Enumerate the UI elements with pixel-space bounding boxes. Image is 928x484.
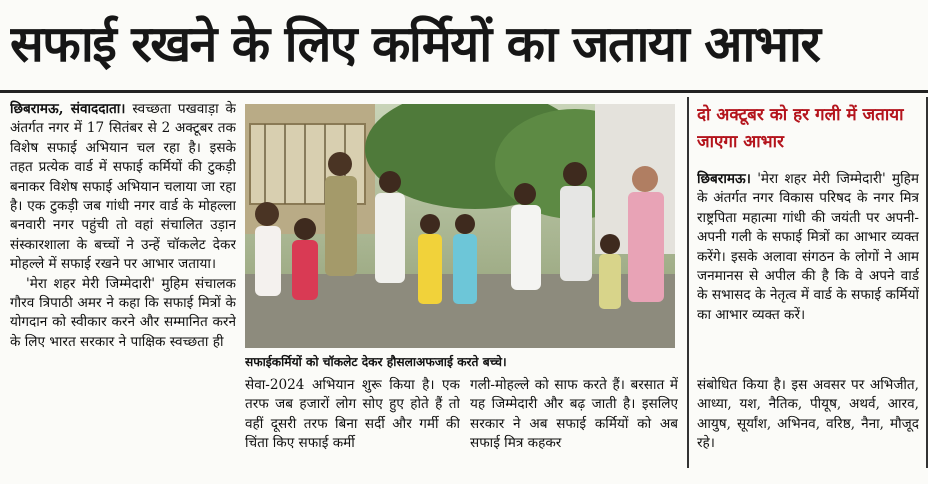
column-4-text: संबोधित किया है। इस अवसर पर अभिजीत, आध्या, यश, नैतिक, पीयूष, अथर्व, आरव, आयुष, सूर्यांश, अभिनव, वरिष्ठ, नैना, मौजूद रहे। <box>697 377 919 452</box>
news-photo <box>245 104 675 348</box>
article-column-3 <box>470 376 678 470</box>
article-column-2 <box>245 376 460 470</box>
sidebar-story <box>697 170 919 374</box>
article-paragraph-1 <box>10 100 236 275</box>
headline-rule <box>0 90 928 93</box>
sidebar-headline: दो अक्टूबर को हर गली में जताया जाएगा आभार <box>697 105 904 152</box>
photo-illustration <box>245 104 675 348</box>
column-2-text: सेवा-2024 अभियान शुरू किया है। एक तरफ जब हजारों लोग सोए हुए होते हैं तो वहीं दूसरी तरफ बिना सर्दी और गर्मी की चिंता किए सफाई कर्मी <box>245 377 460 452</box>
dateline: छिबरामऊ, संवाददाता। <box>10 101 126 117</box>
paragraph-1-text: स्वच्छता पखवाड़ा के अंतर्गत नगर में 17 सितंबर से 2 अक्टूबर तक विशेष सफाई अभियान चल रहा है। इसके तहत प्रत्येक वार्ड में सफाई कर्मियों की टुकड़ी बनाकर विशेष सफाई अभियान चलाया जा रहा है। एक टुकड़ी जब गांधी नगर वार्ड के मोहल्ला बनवारी नगर पहुंची तो वहां संचालित उड़ान संस्कारशाला के बच्चों ने उन्हें चॉकलेट देकर मोहल्ले में सफाई रखने पर आभार जताया। <box>10 101 236 273</box>
column-divider <box>687 97 689 468</box>
sidebar-text: 'मेरा शहर मेरी जिम्मेदारी' मुहिम के अंतर्गत नगर विकास परिषद के नगर मित्र राष्ट्रपिता महात्मा गांधी की जयंती पर अपनी-अपनी गली के सफाई मित्रों का आभार व्यक्त करेंगे। इसके अलावा संगठन के लोगों ने आम जनमानस से अपील की है कि वे अपने वार्ड के सभासद के नेतृत्व में वार्ड के सफाई कर्मियों का आभार व्यक्त करें। <box>697 171 919 323</box>
sidebar-dateline: छिबरामऊ। <box>697 171 751 187</box>
sidebar-paragraph <box>697 170 919 325</box>
article-paragraph-2: 'मेरा शहर मेरी जिम्मेदारी' मुहिम संचालक गौरव त्रिपाठी अमर ने कहा कि सफाई मित्रों के योगदान को स्वीकार करने और सम्मानित करने के लिए भारत सरकार ने पाक्षिक स्वच्छता ही <box>10 275 236 350</box>
headline: सफाई रखने के लिए कर्मियों का जताया आभार <box>10 15 820 73</box>
article-column-4 <box>697 376 919 470</box>
article-column-1 <box>10 100 236 470</box>
photo-caption: सफाईकर्मियों को चॉकलेट देकर हौसलाअफजाई करते बच्चे। <box>245 355 507 369</box>
column-3-text: गली-मोहल्ले को साफ करते हैं। बरसात में यह जिम्मेदारी और बढ़ जाती है। इसलिए सरकार ने अब सफाई कर्मियों को अब सफाई मित्र कहकर <box>470 377 678 452</box>
